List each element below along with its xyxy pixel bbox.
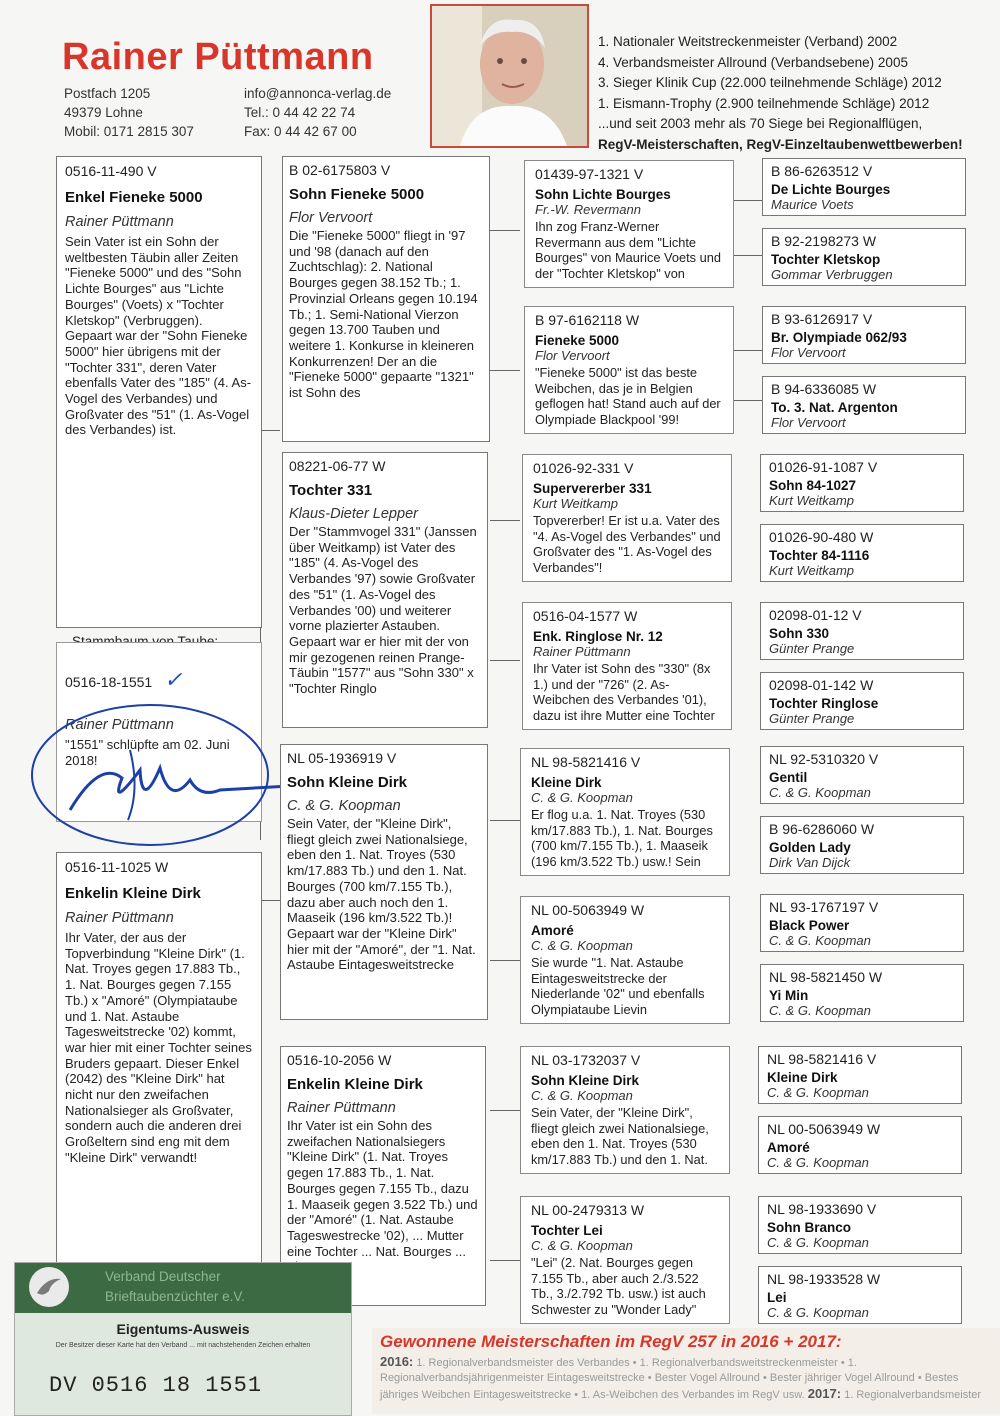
breeder-name: Rainer Püttmann bbox=[62, 36, 374, 78]
championships-list: 1. Regionalverbandsmeister bbox=[844, 1389, 982, 1401]
subject-ring-number-text: 0516-18-1551 bbox=[65, 674, 153, 690]
championships-section bbox=[372, 1328, 1000, 1414]
achievement-item: RegV-Meisterschaften, RegV-Einzeltaubenwettbewerben! bbox=[598, 136, 963, 152]
pigeon-name: Supervererber 331 bbox=[533, 481, 652, 496]
ancestor-card[interactable] bbox=[524, 160, 734, 288]
breeder-label: Kurt Weitkamp bbox=[533, 496, 619, 511]
ring-number: 02098-01-12 V bbox=[769, 607, 862, 623]
ancestor-mini-card[interactable] bbox=[760, 894, 964, 952]
achievement-item: 3. Sieger Klinik Cup (22.000 teilnehmende Schläge) 2012 bbox=[598, 75, 942, 90]
pigeon-name: Sohn Branco bbox=[767, 1220, 852, 1235]
ring-number: 0516-04-1577 W bbox=[533, 608, 638, 624]
address-line: 49379 Lohne bbox=[64, 105, 143, 120]
achievement-item: 1. Eismann-Trophy (2.900 teilnehmende Schläge) 2012 bbox=[598, 95, 930, 111]
ring-number: NL 98-1933528 W bbox=[767, 1271, 881, 1287]
card-subtitle: Der Besitzer dieser Karte hat den Verband ... mit nachstehenden Zeichen erhalten bbox=[55, 1342, 311, 1349]
ancestor-mini-card[interactable] bbox=[760, 602, 964, 660]
fax-line: Fax: 0 44 42 67 00 bbox=[244, 124, 357, 139]
achievement-item: 1. Nationaler Weitstreckenmeister (Verband) 2002 bbox=[598, 34, 898, 49]
pigeon-name: Sohn Fieneke 5000 bbox=[289, 186, 425, 203]
connector-line bbox=[260, 900, 280, 901]
contact-block bbox=[244, 84, 391, 141]
ancestor-mini-card[interactable] bbox=[760, 964, 964, 1022]
breeder-label: Dirk Van Dijck bbox=[769, 855, 851, 870]
address-block bbox=[64, 84, 194, 141]
connector-line bbox=[734, 200, 762, 201]
ring-number: NL 00-5063949 W bbox=[767, 1121, 881, 1137]
breeder-label: Gommar Verbruggen bbox=[771, 267, 893, 282]
pigeon-name: Lei bbox=[767, 1290, 787, 1305]
ring-number: B 96-6286060 W bbox=[769, 821, 875, 837]
ring-number: B 97-6162118 W bbox=[535, 312, 640, 328]
breeder-label: C. & G. Koopman bbox=[531, 790, 633, 805]
check-mark-icon: ✓ bbox=[164, 667, 183, 692]
ancestor-card[interactable] bbox=[524, 306, 734, 434]
breeder-label: Rainer Püttmann bbox=[287, 1100, 396, 1116]
connector-line bbox=[490, 1110, 520, 1111]
pigeon-name: Kleine Dirk bbox=[767, 1070, 838, 1085]
breeder-label: C. & G. Koopman bbox=[767, 1155, 869, 1170]
pigeon-name: Br. Olympiade 062/93 bbox=[771, 330, 907, 345]
breeder-label: Rainer Püttmann bbox=[65, 910, 174, 926]
breeder-photo bbox=[430, 4, 589, 148]
sire-card[interactable] bbox=[56, 156, 262, 628]
ancestor-mini-card[interactable] bbox=[760, 746, 964, 804]
connector-line bbox=[490, 520, 520, 521]
pigeon-description: Der "Stammvogel 331" (Janssen über Weitkamp) ist Vater des "185" (4. As-Vogel des Verbandes '97) sowie Großvater des "51" (1. As-Vogel des Verbandes '00) und weiterer vorne plazierter Astauben. Gepaart war er hier mit der von mir gezogenen reinen Prange-Täubin "1577" aus "Sohn 330" x "Tochter Ringlo bbox=[289, 524, 477, 697]
card-title: Eigentums-Ausweis bbox=[116, 1321, 250, 1337]
achievements-list bbox=[598, 32, 998, 155]
pigeon-name: Gentil bbox=[769, 770, 808, 785]
ring-number: 0516-11-1025 W bbox=[65, 859, 169, 875]
ring-number: 01026-92-331 V bbox=[533, 460, 634, 476]
pigeon-name: Sohn Lichte Bourges bbox=[535, 187, 671, 202]
pigeon-description: Sein Vater ist ein Sohn der weltbesten Täubin aller Zeiten "Fieneke 5000" und des "Sohn Lichte Bourges" aus "Lichte Bourges" (Voets) x "Tochter Kletskop" (Verbruggen). Gepaart war der "Sohn Fieneke 5000" hier übrigens mit der "Tochter 331", deren Vater ebenfalls Vater des "185" (4. As-Vogel des Verbandes) und Großvater des "51" (1. As-Vogel des Verbandes) ist. bbox=[65, 234, 252, 438]
ancestor-mini-card[interactable] bbox=[760, 454, 964, 512]
ancestor-card[interactable] bbox=[520, 1196, 730, 1324]
ring-number: 01439-97-1321 V bbox=[535, 166, 644, 182]
connector-line bbox=[490, 1260, 520, 1261]
address-line: Postfach 1205 bbox=[64, 86, 151, 101]
ancestor-mini-card[interactable] bbox=[762, 376, 966, 434]
ancestor-mini-card[interactable] bbox=[760, 524, 964, 582]
ring-number: NL 92-5310320 V bbox=[769, 751, 879, 767]
breeder-label: Günter Prange bbox=[769, 641, 855, 656]
breeder-label: C. & G. Koopman bbox=[767, 1235, 869, 1250]
connector-line bbox=[734, 400, 762, 401]
achievement-item: ...und seit 2003 mehr als 70 Siege bei Regionalflügen, bbox=[598, 116, 923, 131]
ancestor-mini-card[interactable] bbox=[758, 1266, 962, 1324]
pigeon-description: Sein Vater, der "Kleine Dirk", fliegt gleich zwei Nationalsiege, eben den 1. Nat. Troyes (530 km/17.883 Tb.) und den 1. Nat. Bourges (700 km/7.155 Tb.), dazu aber auch noch den 1. Maaseik (196 km/3.522 Tb.)! Gepaart war der "Kleine Dirk" hier mit der "Amoré", der "1. Nat. Astaube Eintagesweitstrecke bbox=[287, 816, 476, 973]
ring-number: NL 03-1732037 V bbox=[531, 1052, 641, 1068]
connector-line bbox=[490, 820, 520, 821]
ring-number: B 92-2198273 W bbox=[771, 233, 877, 249]
ancestor-mini-card[interactable] bbox=[758, 1046, 962, 1104]
breeder-label: Kurt Weitkamp bbox=[769, 563, 855, 578]
year-label: 2017: bbox=[807, 1386, 842, 1401]
pigeon-name: Tochter Lei bbox=[531, 1223, 603, 1238]
ancestor-mini-card[interactable] bbox=[758, 1196, 962, 1254]
pigeon-name: Sohn 84-1027 bbox=[769, 478, 857, 493]
pigeon-description: "Lei" (2. Nat. Bourges gegen 7.155 Tb., aber auch 2./3.522 Tb., 3./2.792 Tb. usw.) ist auch Schwester zu "Wonder Lady" bbox=[531, 1255, 706, 1317]
card-org bbox=[105, 1267, 245, 1307]
pigeon-description: Die "Fieneke 5000" fliegt in '97 und '98 (danach auf den Zuchtschlag): 2. National Bourges gegen 38.152 Tb.; 1. Provinzial Orleans gegen 10.194 Tb.; 1. Semi-National Vierzon gegen 13.700 Tauben und weitere 1. Konkurse in kleineren Konkurrenzen! Der an die "Fieneke 5000" gepaarte "1321" ist Sohn des bbox=[289, 228, 478, 401]
ancestor-card[interactable] bbox=[520, 748, 730, 876]
pigeon-name: Amoré bbox=[531, 923, 574, 938]
breeder-label: Flor Vervoort bbox=[771, 345, 846, 360]
phone-line: Tel.: 0 44 42 22 74 bbox=[244, 105, 356, 120]
ancestor-card[interactable] bbox=[520, 896, 730, 1024]
pigeon-name: Kleine Dirk bbox=[531, 775, 602, 790]
grandparent-card[interactable] bbox=[280, 744, 488, 1020]
breeder-label: Rainer Püttmann bbox=[533, 644, 631, 659]
grandparent-card[interactable] bbox=[282, 156, 490, 442]
ring-number: NL 98-5821416 V bbox=[531, 754, 641, 770]
ring-number: 02098-01-142 W bbox=[769, 677, 874, 693]
connector-line bbox=[490, 960, 520, 961]
pigeon-name: Enkelin Kleine Dirk bbox=[287, 1076, 423, 1093]
connector-line bbox=[260, 430, 280, 431]
connector-line bbox=[490, 230, 520, 231]
ancestor-mini-card[interactable] bbox=[762, 158, 966, 216]
pigeon-name: Tochter 84-1116 bbox=[769, 548, 870, 563]
ring-number: NL 98-1933690 V bbox=[767, 1201, 877, 1217]
pigeon-name: Tochter Ringlose bbox=[769, 696, 879, 711]
breeder-label: Günter Prange bbox=[769, 711, 855, 726]
breeder-label: C. & G. Koopman bbox=[769, 785, 871, 800]
dam-card[interactable] bbox=[56, 852, 262, 1264]
ancestor-card[interactable] bbox=[522, 602, 732, 730]
pigeon-description: Ihr Vater ist ein Sohn des zweifachen Nationalsiegers "Kleine Dirk" (1. Nat. Troyes gegen 17.883 Tb., 1. Nat. Bourges gegen 7.155 Tb., dazu 1. Maaseik gegen 3.522 Tb.) und der "Amoré" (1. Nat. Astaube Tageswestrecke '02), ... Mutter eine Tochter ... Nat. Bourges ... bbox=[287, 1118, 478, 1259]
ring-number: 08221-06-77 W bbox=[289, 458, 386, 474]
achievement-item: 4. Verbandsmeister Allround (Verbandsebene) 2005 bbox=[598, 54, 908, 70]
grandparent-card[interactable] bbox=[282, 452, 488, 728]
pigeon-name: To. 3. Nat. Argenton bbox=[771, 400, 898, 415]
breeder-label: C. & G. Koopman bbox=[287, 798, 401, 814]
championships-text bbox=[380, 1354, 992, 1403]
connector-line bbox=[490, 660, 520, 661]
ancestor-card[interactable] bbox=[520, 1046, 730, 1174]
breeder-label: Klaus-Dieter Lepper bbox=[289, 506, 418, 522]
ring-number: B 94-6336085 W bbox=[771, 381, 877, 397]
breeder-label: C. & G. Koopman bbox=[531, 1088, 633, 1103]
pigeon-name: Enkel Fieneke 5000 bbox=[65, 189, 203, 206]
pigeon-name: Enkelin Kleine Dirk bbox=[65, 885, 201, 902]
pigeon-name: Amoré bbox=[767, 1140, 810, 1155]
breeder-label: Rainer Püttmann bbox=[65, 717, 174, 733]
pigeon-description: Sein Vater, der "Kleine Dirk", fliegt gleich zwei Nationalsiege, eben den 1. Nat. Troyes (530 km/17.883 Tb.) und den 1. Nat. bbox=[531, 1105, 709, 1167]
ring-number: 0516-10-2056 W bbox=[287, 1052, 392, 1068]
ring-number: NL 93-1767197 V bbox=[769, 899, 879, 915]
ancestor-mini-card[interactable] bbox=[762, 306, 966, 364]
breeder-label: Flor Vervoort bbox=[535, 348, 610, 363]
breeder-label: Kurt Weitkamp bbox=[769, 493, 855, 508]
ring-number: B 02-6175803 V bbox=[289, 162, 391, 178]
ring-number: 01026-91-1087 V bbox=[769, 459, 878, 475]
pigeon-name: Sohn Kleine Dirk bbox=[287, 774, 408, 791]
ownership-card bbox=[14, 1262, 352, 1416]
dove-logo-icon bbox=[29, 1267, 69, 1307]
pigeon-name: Sohn Kleine Dirk bbox=[531, 1073, 640, 1088]
pigeon-description: Ihr Vater, der aus der Topverbindung "Kleine Dirk" (1. Nat. Troyes gegen 17.883 Tb., 1. Nat. Bourges gegen 7.155 Tb.) x "Amoré" (Olympiataube und 1. Nat. Astaube Tagesweitstrecke '02) kommt, war hier mit einer Tochter seines Bruders gepaart. Dieser Enkel (2042) des "Kleine Dirk" hat nicht nur den zweifachen Nationalsieger als Großvater, sondern auch die anderen drei Großeltern sind eng mit dem "Kleine Dirk" verwandt! bbox=[65, 930, 252, 1165]
pigeon-description: "Fieneke 5000" ist das beste Weibchen, das je in Belgien geflogen hat! Stand auch auf der Olympiade Blackpool '99! bbox=[535, 365, 721, 427]
subject-description: "1551" schlüpfte am 02. Juni 2018! bbox=[65, 737, 230, 768]
pigeon-description: Sie wurde "1. Nat. Astaube Eintagesweitstrecke der Niederlande '02" und ebenfalls Olympiataube Lievin bbox=[531, 955, 705, 1017]
pigeon-description: Ihr Vater ist Sohn des "330" (8x 1.) und der "726" (2. As-Weibchen des Verbandes '01), dazu ist ihre Mutter eine Tochter bbox=[533, 661, 715, 723]
ring-number: NL 00-2479313 W bbox=[531, 1202, 645, 1218]
ring-number: NL 98-5821450 W bbox=[769, 969, 883, 985]
ring-number: 0516-11-490 V bbox=[65, 163, 157, 179]
breeder-label: Fr.-W. Revermann bbox=[535, 202, 641, 217]
connector-line bbox=[734, 255, 762, 256]
breeder-label: C. & G. Koopman bbox=[767, 1305, 869, 1320]
ancestor-mini-card[interactable] bbox=[762, 228, 966, 286]
championships-title: Gewonnene Meisterschaften im RegV 257 in 2016 + 2017: bbox=[380, 1332, 842, 1351]
card-org-line: Verband Deutscher bbox=[105, 1269, 221, 1284]
address-line: Mobil: 0171 2815 307 bbox=[64, 124, 194, 139]
year-label: 2016: bbox=[380, 1354, 414, 1369]
ring-number: NL 98-5821416 V bbox=[767, 1051, 877, 1067]
championships-list: 1. Regionalverbandsmeister des Verbandes • 1. Regionalverbandsweitstreckenmeister • 1. Regionalverbandsjährigenmeister Eintagesweitstrecke • Bester Vogel Allround • Bester jähriger Vogel Allround • Bestes jähriges Weibchen Eintagesweitstrecke • 1. As-Weibchen des Verbandes im RegV usw. bbox=[380, 1357, 959, 1401]
pigeon-name: Fieneke 5000 bbox=[535, 333, 620, 348]
connector-line bbox=[734, 350, 762, 351]
email-link[interactable]: info@annonca-verlag.de bbox=[244, 86, 392, 101]
pigeon-name: Enk. Ringlose Nr. 12 bbox=[533, 629, 663, 644]
ring-number: B 93-6126917 V bbox=[771, 311, 873, 327]
breeder-label: Flor Vervoort bbox=[771, 415, 846, 430]
ring-number: 01026-90-480 W bbox=[769, 529, 874, 545]
ancestor-mini-card[interactable] bbox=[760, 816, 964, 874]
pigeon-name: De Lichte Bourges bbox=[771, 182, 891, 197]
card-header bbox=[15, 1263, 351, 1313]
pigeon-description: Topvererber! Er ist u.a. Vater des "4. As-Vogel des Verbandes" und Großvater des "1. As-Vogel des Verbandes"! bbox=[533, 513, 721, 575]
ancestor-mini-card[interactable] bbox=[758, 1116, 962, 1174]
ring-number: B 86-6263512 V bbox=[771, 163, 873, 179]
pigeon-name: Tochter Kletskop bbox=[771, 252, 881, 267]
pigeon-name: Black Power bbox=[769, 918, 850, 933]
breeder-label: Rainer Püttmann bbox=[65, 214, 174, 230]
ancestor-mini-card[interactable] bbox=[760, 672, 964, 730]
breeder-label: Flor Vervoort bbox=[289, 210, 373, 226]
breeder-label: C. & G. Koopman bbox=[769, 933, 871, 948]
breeder-label: C. & G. Koopman bbox=[531, 1238, 633, 1253]
ancestor-card[interactable] bbox=[522, 454, 732, 582]
ring-number: NL 00-5063949 W bbox=[531, 902, 645, 918]
breeder-label: C. & G. Koopman bbox=[767, 1085, 869, 1100]
breeder-label: Maurice Voets bbox=[771, 197, 854, 212]
pigeon-description: Er flog u.a. 1. Nat. Troyes (530 km/17.883 Tb.), 1. Nat. Bourges (700 km/7.155 Tb.), 1. Maaseik (196 km/3.522 Tb.) usw.! Sein bbox=[531, 807, 713, 869]
pigeon-name: Yi Min bbox=[769, 988, 809, 1003]
connector-line bbox=[490, 370, 520, 371]
pigeon-name: Tochter 331 bbox=[289, 482, 373, 499]
pigeon-name: Sohn 330 bbox=[769, 626, 830, 641]
pigeon-name: Golden Lady bbox=[769, 840, 851, 855]
breeder-label: C. & G. Koopman bbox=[769, 1003, 871, 1018]
pigeon-description: Ihn zog Franz-Werner Revermann aus dem "Lichte Bourges" von Maurice Voets und der "Tochter Kletskop" von bbox=[535, 219, 721, 281]
card-org-line: Brieftaubenzüchter e.V. bbox=[105, 1289, 245, 1304]
card-ring-number: DV 0516 18 1551 bbox=[49, 1373, 263, 1398]
ring-number: NL 05-1936919 V bbox=[287, 750, 397, 766]
breeder-label: C. & G. Koopman bbox=[531, 938, 633, 953]
